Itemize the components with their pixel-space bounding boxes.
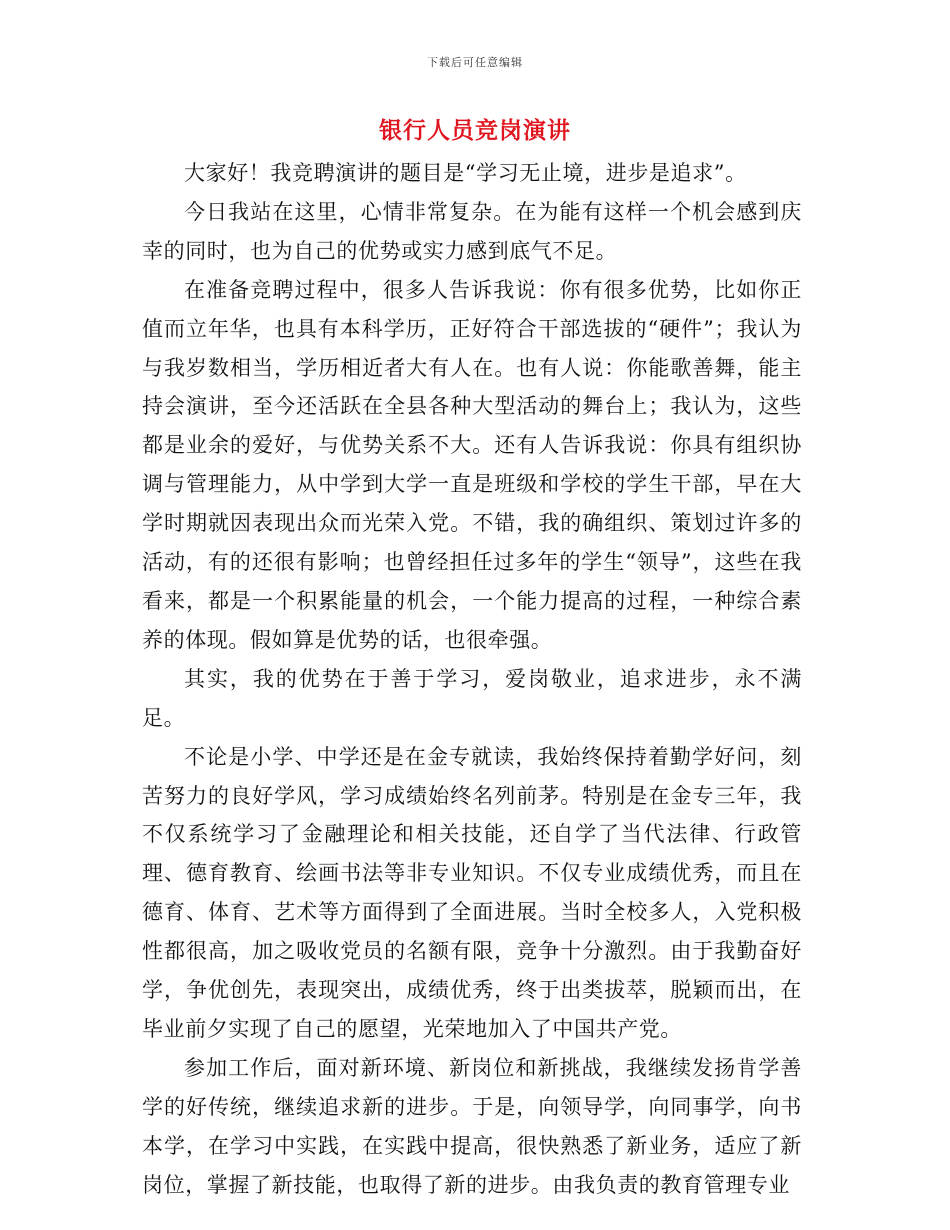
paragraph: 今日我站在这里，心情非常复杂。在为能有这样一个机会感到庆幸的同时，也为自己的优势或实力感到底气不足。	[142, 199, 802, 263]
paragraph: 不论是小学、中学还是在金专就读，我始终保持着勤学好问，刻苦努力的良好学风，学习成绩始终名列前茅。特别是在金专三年，我不仅系统学习了金融理论和相关技能，还自学了当代法律、行政管理、德育教育、绘画书法等非专业知识。不仅专业成绩优秀，而且在德育、体育、艺术等方面得到了全面进展。当时全校多人，入党积极性都很高，加之吸收党员的名额有限，竞争十分激烈。由于我勤奋好学，争优创先，表现突出，成绩优秀，终于出类拔萃，脱颖而出，在毕业前夕实现了自己的愿望，光荣地加入了中国共产党。	[142, 744, 802, 1041]
paragraph: 在准备竞聘过程中，很多人告诉我说：你有很多优势，比如你正值而立年华，也具有本科学历，正好符合干部选拔的“硬件”；我认为与我岁数相当，学历相近者大有人在。也有人说：你能歌善舞，能主持会演讲，至今还活跃在全县各种大型活动的舞台上；我认为，这些都是业余的爱好，与优势关系不大。还有人告诉我说：你具有组织协调与管理能力，从中学到大学一直是班级和学校的学生干部，早在大学时期就因表现出众而光荣入党。不错，我的确组织、策划过许多的活动，有的还很有影响；也曾经担任过多年的学生“领导”，这些在我看来，都是一个积累能量的机会，一个能力提高的过程，一种综合素养的体现。假如算是优势的话，也很牵强。	[142, 277, 802, 652]
paragraph: 参加工作后，面对新环境、新岗位和新挑战，我继续发扬肯学善学的好传统，继续追求新的进步。于是，向领导学，向同事学，向书本学，在学习中实践，在实践中提高，很快熟悉了新业务，适应了新岗位，掌握了新技能，也取得了新的进步。由我负责的教育管理专业	[142, 1055, 802, 1197]
paragraph: 大家好！我竞聘演讲的题目是“学习无止境，进步是追求”。	[184, 161, 747, 185]
document-body	[142, 154, 802, 1204]
header-note: 下载后可任意编辑	[427, 56, 523, 69]
paragraph: 其实，我的优势在于善于学习，爱岗敬业，追求进步，永不满足。	[142, 666, 802, 730]
document-title: 银行人员竞岗演讲	[379, 117, 571, 144]
